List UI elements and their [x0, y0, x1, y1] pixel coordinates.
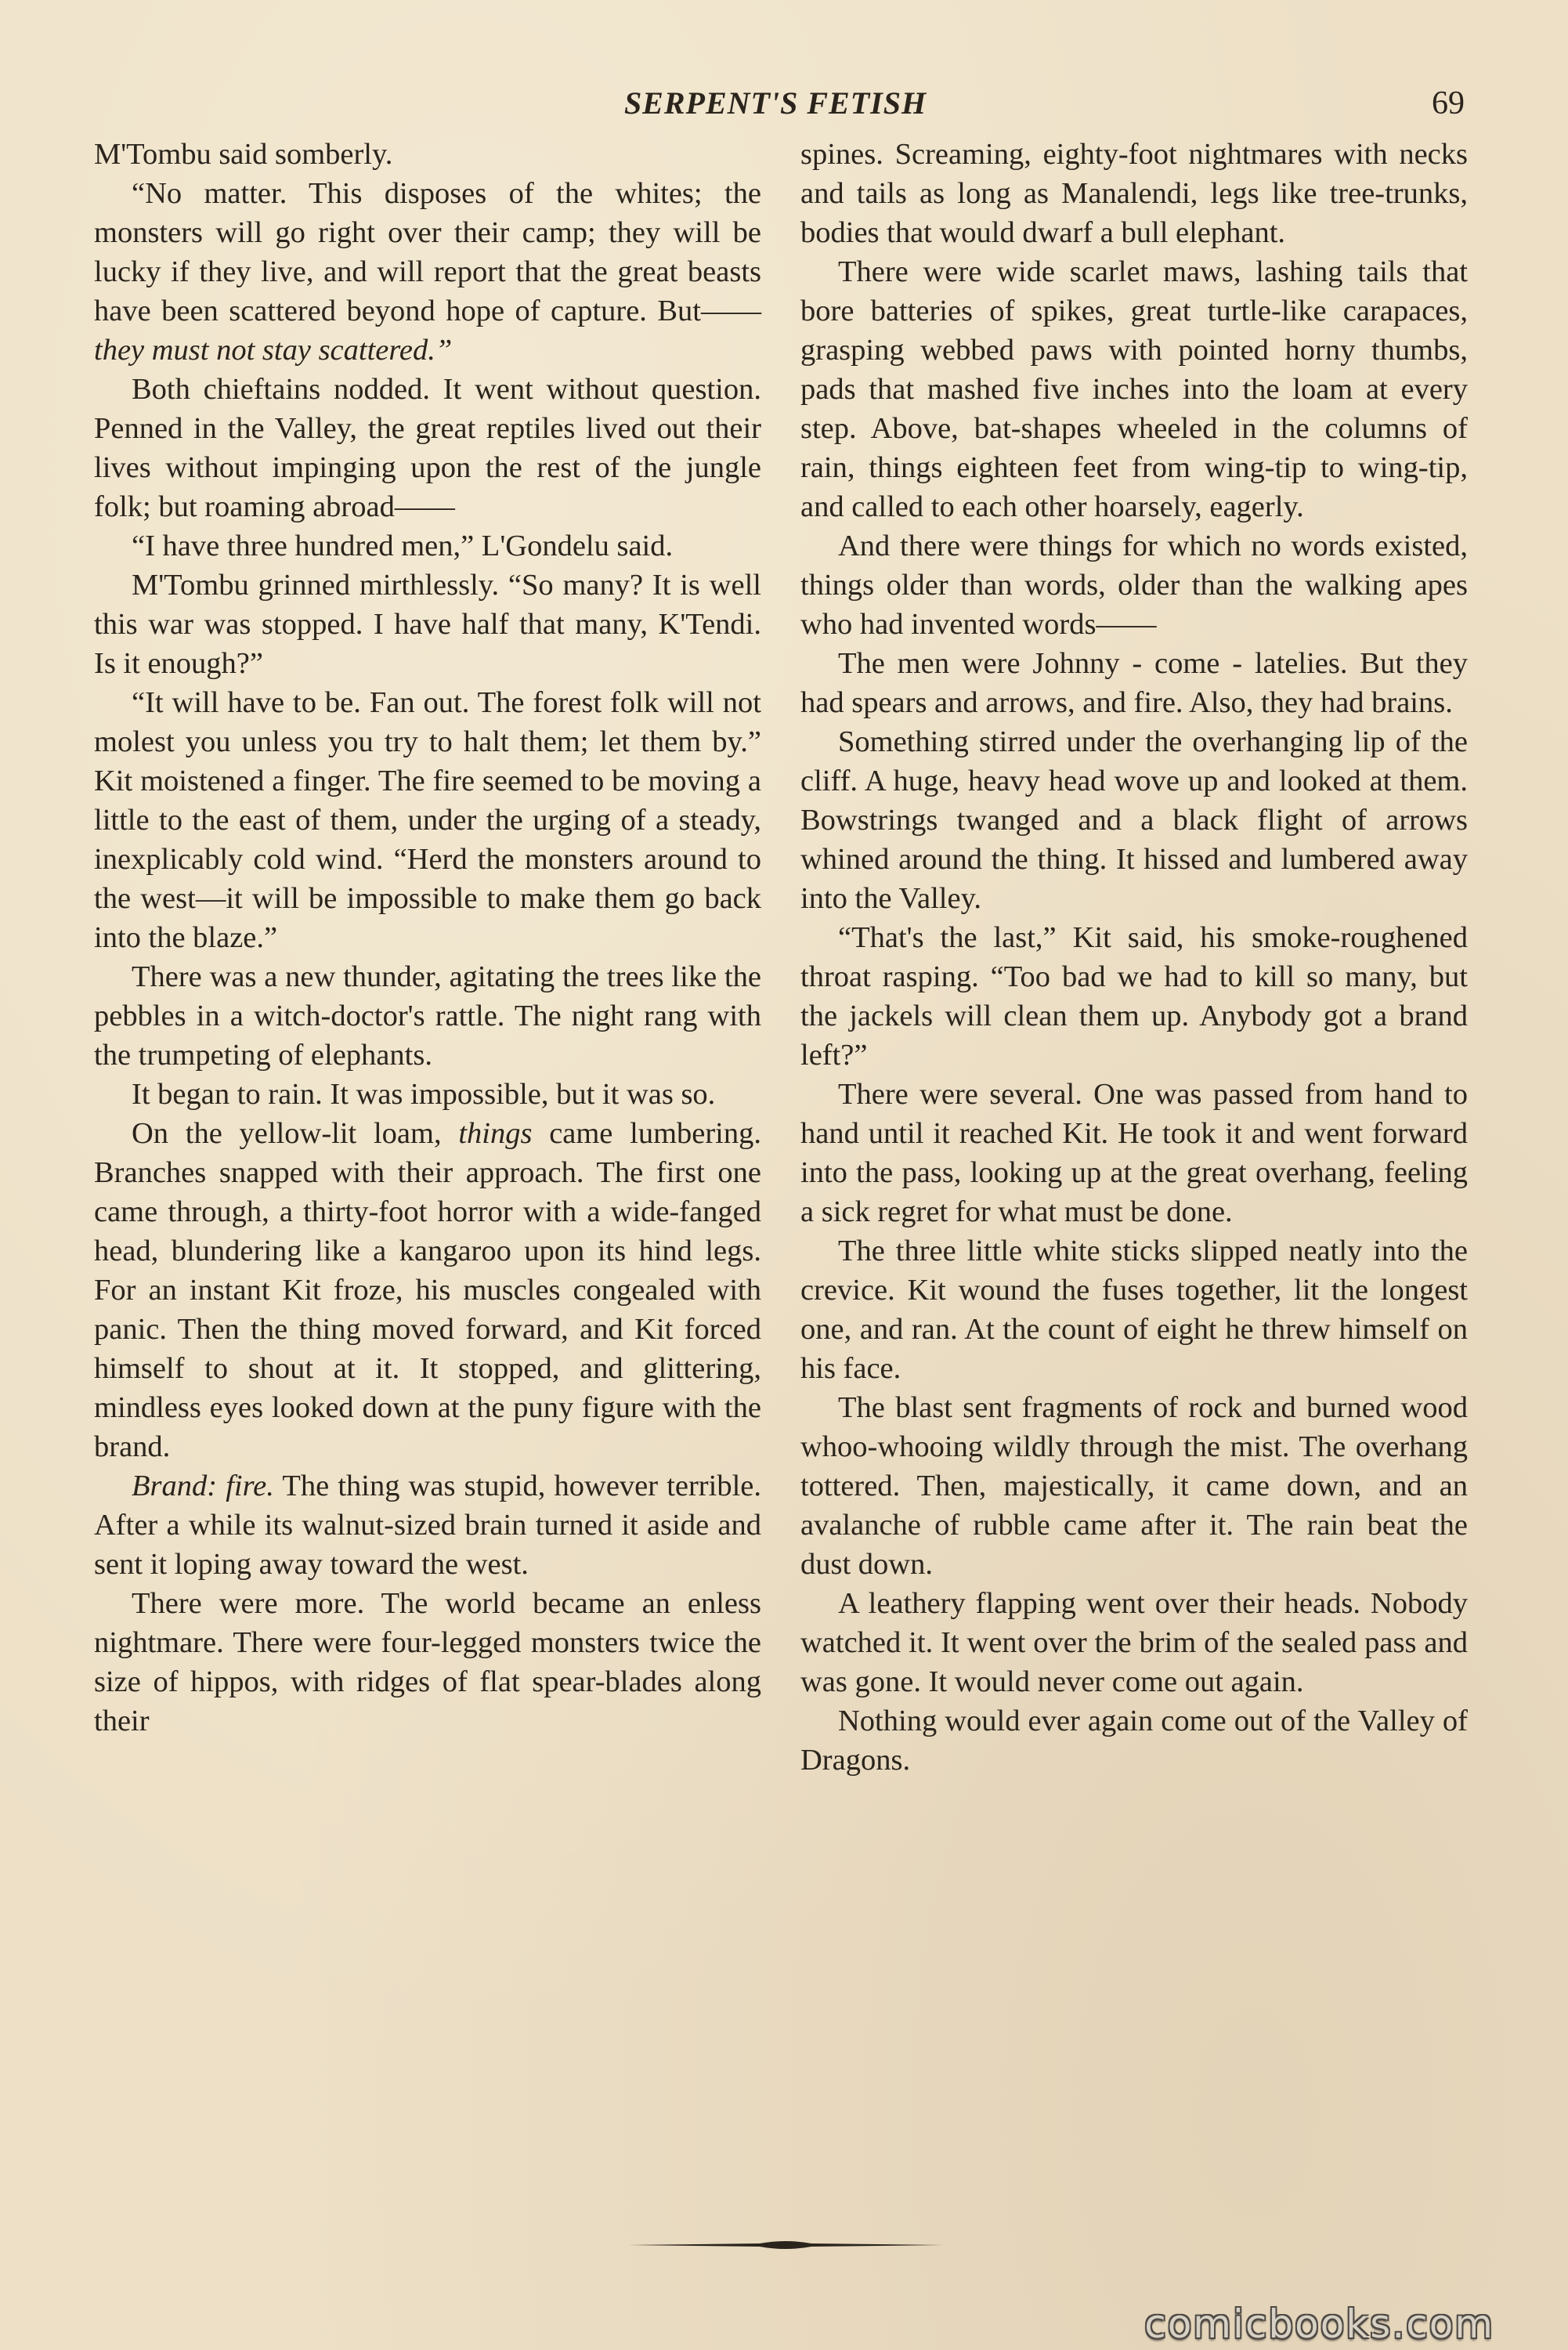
running-title: SERPENT'S FETISH: [623, 85, 927, 121]
paragraph: spines. Screaming, eighty-foot nightmares with necks and tails as long as Manalendi, legs like tree-trunks, bodies that would dwarf a bull elephant.: [800, 138, 1468, 249]
paragraph: And there were things for which no words existed, things older than words, older than the walking apes who had invented words——: [800, 530, 1468, 641]
paragraph: There were several. One was passed from hand to hand until it reached Kit. He took it and went forward into the pass, looking up at the great overhang, feeling a sick regret for what must be done.: [800, 1078, 1468, 1228]
paragraph: “It will have to be. Fan out. The forest folk will not molest you unless you try to halt them; let them by.” Kit moistened a finger. The fire seemed to be moving a little to the east of them, under the urging of a steady, inexplicably cold wind. “Herd the monsters around to the west—it will be impossible to make them go back into the blaze.”: [94, 686, 761, 954]
paragraph: “That's the last,” Kit said, his smoke-roughened throat rasping. “Too bad we had to kill so many, but the jackels will clean them up. Anybody got a brand left?”: [800, 921, 1468, 1072]
paragraph: The three little white sticks slipped neatly into the crevice. Kit wound the fuses together, lit the longest one, and ran. At the count of eight he threw himself on his face.: [800, 1235, 1468, 1385]
paragraph: There were more. The world became an enless nightmare. There were four-legged monsters twice the size of hippos, with ridges of flat spear-blades along their: [94, 1587, 761, 1737]
italic-text: Brand: fire.: [132, 1470, 274, 1502]
paragraph: Nothing would ever again come out of the Valley of Dragons.: [800, 1705, 1468, 1777]
italic-text: things: [458, 1117, 533, 1150]
end-ornament: [627, 2237, 945, 2253]
paragraph: The men were Johnny - come - latelies. But they had spears and arrows, and fire. Also, they had brains.: [800, 647, 1468, 719]
paragraph: “I have three hundred men,” L'Gondelu said.: [132, 530, 674, 562]
paragraph: Brand: fire. The thing was stupid, however terrible. After a while its walnut-sized brain turned it aside and sent it loping away toward the west.: [94, 1470, 761, 1581]
page-header: [86, 85, 1465, 132]
paragraph: “No matter. This disposes of the whites; the monsters will go right over their camp; they will be lucky if they live, and will report that the great beasts have been scattered beyond hope of capture. But——they must not stay scattered.”: [94, 177, 761, 367]
page-number: 69: [1432, 85, 1465, 121]
paragraph: Both chieftains nodded. It went without question. Penned in the Valley, the great reptiles lived out their lives without impinging upon the rest of the jungle folk; but roaming abroad——: [94, 373, 761, 523]
italic-text: they must not stay scattered.”: [94, 334, 453, 367]
paragraph: Something stirred under the overhanging lip of the cliff. A huge, heavy head wove up and looked at them. Bowstrings twanged and a black flight of arrows whined around the thing. It hissed and lumbered away into the Valley.: [800, 725, 1468, 915]
paragraph: A leathery flapping went over their heads. Nobody watched it. It went over the brim of the sealed pass and was gone. It would never come out again.: [800, 1587, 1468, 1698]
right-column: [800, 135, 1468, 1780]
left-column: [94, 135, 761, 1741]
paragraph: M'Tombu said somberly.: [94, 138, 393, 171]
paragraph: It began to rain. It was impossible, but it was so.: [132, 1078, 716, 1111]
paragraph: On the yellow-lit loam, things came lumbering. Branches snapped with their approach. The first one came through, a thirty-foot horror with a wide-fanged head, blundering like a kangaroo upon its hind legs. For an instant Kit froze, his muscles congealed with panic. Then the thing moved forward, and Kit forced himself to shout at it. It stopped, and glittering, mindless eyes looked down at the puny figure with the brand.: [94, 1117, 762, 1463]
paragraph: There was a new thunder, agitating the trees like the pebbles in a witch-doctor's rattle. The night rang with the trumpeting of elephants.: [94, 960, 761, 1072]
watermark: comicbooks.com: [1144, 2301, 1494, 2347]
paragraph: There were wide scarlet maws, lashing tails that bore batteries of spikes, great turtle-like carapaces, grasping webbed paws with pointed horny thumbs, pads that mashed five inches into the loam at every step. Above, bat-shapes wheeled in the columns of rain, things eighteen feet from wing-tip to wing-tip, and called to each other hoarsely, eagerly.: [800, 255, 1468, 523]
paragraph: The blast sent fragments of rock and burned wood whoo-whooing wildly through the mist. The overhang tottered. Then, majestically, it came down, and an avalanche of rubble came after it. The rain beat the dust down.: [800, 1391, 1468, 1581]
paragraph: M'Tombu grinned mirthlessly. “So many? It is well this war was stopped. I have half that many, K'Tendi. Is it enough?”: [94, 569, 761, 680]
